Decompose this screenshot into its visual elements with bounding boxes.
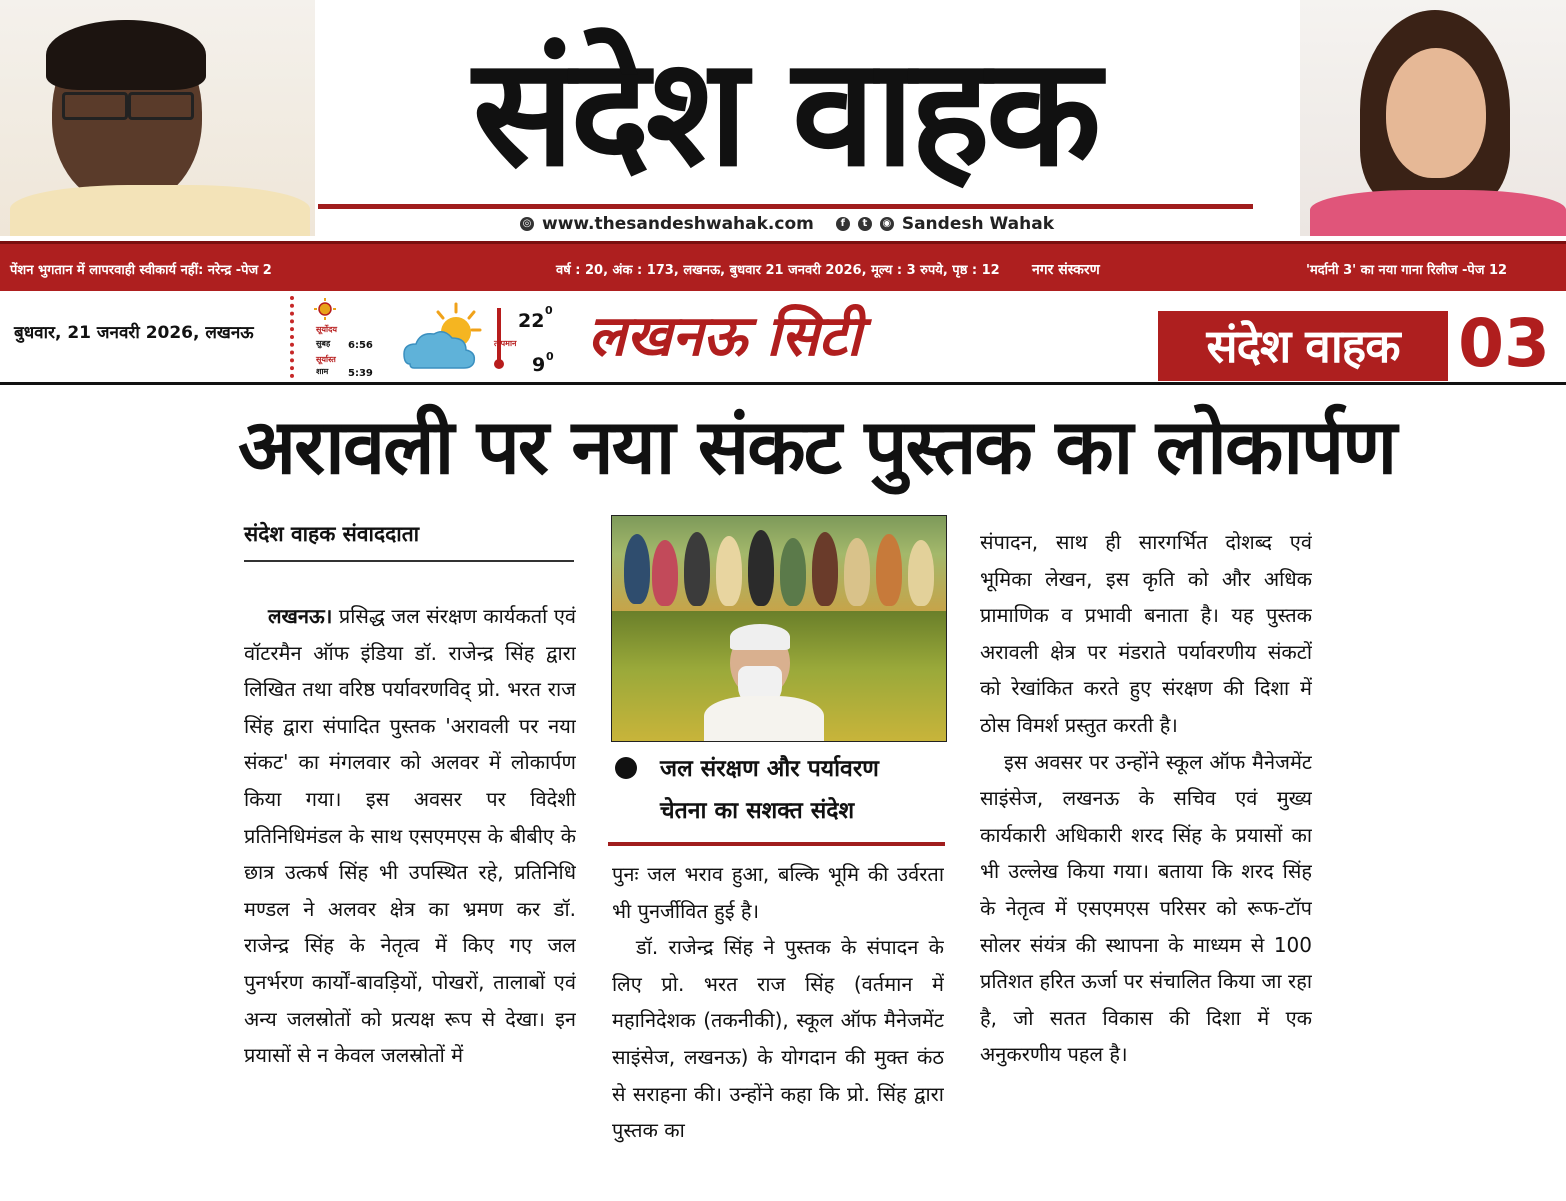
website-link[interactable]: www.thesandeshwahak.com xyxy=(542,214,814,234)
edition-label: नगर संस्करण xyxy=(1032,262,1100,278)
masthead-title: संदेश वाहक xyxy=(472,26,1098,200)
column-2-paragraph-2: डॉ. राजेन्द्र सिंह ने पुस्तक के संपादन के लिए प्रो. भरत राज सिंह (वर्तमान में महानिदेशक (तकनीकी), स्कूल ऑफ मैनेजमेंट साइंसेज, लखनऊ) के योगदान की मुक्त कंठ से सराहना की। उन्होंने कहा कि प्रो. सिंह द्वारा पुस्तक का xyxy=(612,935,944,1143)
section-title: लखनऊ सिटी xyxy=(588,304,862,369)
dotted-separator xyxy=(290,296,298,378)
sunset-time: 5:39 xyxy=(348,368,373,379)
strip-left-headline[interactable]: पेंशन भुगतान में लापरवाही स्वीकार्य नहीं: नरेन्द्र -पेज 2 xyxy=(10,263,272,278)
portrait-photo-left xyxy=(0,0,315,236)
article-column-3 xyxy=(980,524,1312,1194)
sunrise-sub: सुबह xyxy=(316,339,331,348)
byline: संदेश वाहक संवाददाता xyxy=(244,522,420,546)
masthead-web-line xyxy=(520,213,1080,235)
facebook-icon[interactable]: f xyxy=(836,217,850,231)
section-brand: संदेश वाहक xyxy=(1158,311,1448,381)
byline-rule xyxy=(244,560,574,562)
sunset-label: सूर्यास्त xyxy=(316,355,336,364)
social-handle: Sandesh Wahak xyxy=(901,214,1054,234)
dateline-place: लखनऊ। xyxy=(268,604,333,628)
column-2-paragraph-1: पुनः जल भराव हुआ, बल्कि भूमि की उर्वरता भी पुनर्जीवित हुई है। xyxy=(612,862,944,923)
temp-label: तापमान xyxy=(494,339,517,348)
photo-caption-line-1: जल संरक्षण और पर्यावरण xyxy=(660,756,879,782)
column-3-paragraph-2: इस अवसर पर उन्होंने स्कूल ऑफ मैनेजमेंट साइंसेज, लखनऊ के सचिव एवं मुख्य कार्यकारी अधिकारी शरद सिंह के प्रयासों का भी उल्लेख किया गया। बताया कि शरद सिंह के नेतृत्व में एसएमएस परिसर को रूफ-टॉप सोलर संयंत्र की स्थापना के माध्यम से 100 प्रतिशत हरित ऊर्जा पर संचालित किया जा रहा है, जो सतत विकास की दिशा में एक अनुकरणीय पहल है। xyxy=(980,749,1312,1067)
section-rule xyxy=(0,382,1566,385)
temp-min: 9 xyxy=(532,354,546,376)
page-number: 03 xyxy=(1458,305,1550,382)
sunset-sub: शाम xyxy=(316,367,329,376)
photo-caption xyxy=(660,748,940,832)
photo-group-scene xyxy=(612,516,946,611)
sunrise-label: सूर्योदय xyxy=(316,325,338,334)
column-1-paragraph xyxy=(244,598,576,1074)
sun-times xyxy=(302,298,372,380)
sunrise-time: 6:56 xyxy=(348,340,373,351)
weather-icon xyxy=(400,302,484,376)
column-3-paragraph-1: संपादन, साथ ही सारगर्भित दोशब्द एवं भूमिका लेखन, इस कृति को और अधिक प्रामाणिक व प्रभावी बनाता है। यह पुस्तक अरावली क्षेत्र पर मंडराते पर्यावरणीय संकटों को रेखांकित करते हुए संरक्षण की दिशा में ठोस विमर्श प्रस्तुत करती है। xyxy=(980,530,1312,737)
info-strip xyxy=(0,241,1566,291)
temp-max-degree: 0 xyxy=(545,304,553,317)
temp-max: 22 xyxy=(518,310,545,332)
temp-min-degree: 0 xyxy=(546,350,554,363)
caption-bullet-icon xyxy=(615,757,637,779)
issue-info: वर्ष : 20, अंक : 173, लखनऊ, बुधवार 21 जनवरी 2026, मूल्य : 3 रुपये, पृष्ठ : 12 xyxy=(556,263,1000,278)
article-headline: अरावली पर नया संकट पुस्तक का लोकार्पण xyxy=(238,402,1396,491)
instagram-icon[interactable]: ◉ xyxy=(880,217,894,231)
article-column-2 xyxy=(612,856,944,1196)
strip-right-headline[interactable]: 'मर्दानी 3' का नया गाना रिलीज -पेज 12 xyxy=(1306,263,1508,278)
globe-icon: ◎ xyxy=(520,217,534,231)
caption-rule xyxy=(608,842,945,846)
article-photo xyxy=(611,515,947,742)
twitter-icon[interactable]: t xyxy=(858,217,872,231)
sun-icon xyxy=(314,298,336,320)
article-column-1 xyxy=(244,598,576,1194)
photo-caption-line-2: चेतना का सशक्त संदेश xyxy=(660,798,855,824)
column-1-text: प्रसिद्ध जल संरक्षण कार्यकर्ता एवं वॉटरमैन ऑफ इंडिया डॉ. राजेन्द्र सिंह द्वारा लिखित तथा वरिष्ठ पर्यावरणविद् प्रो. भरत राज सिंह द्वारा संपादित पुस्तक 'अरावली पर नया संकट' का मंगलवार को अलवर में लोकार्पण किया गया। इस अवसर पर विदेशी प्रतिनिधिमंडल के साथ एसएमएस के बीबीए के छात्र उत्कर्ष सिंह भी उपस्थित रहे, प्रतिनिधि मण्डल ने अलवर क्षेत्र का भ्रमण कर डॉ. राजेन्द्र सिंह के नेतृत्व में किए गए जल पुनर्भरण कार्यों-बावड़ियों, पोखरों, तालाबों एवं अन्य जलस्रोतों को प्रत्यक्ष रूप से देखा। इन प्रयासों से न केवल जलस्रोतों में xyxy=(244,604,576,1068)
masthead-rule xyxy=(318,204,1253,209)
portrait-photo-right xyxy=(1300,0,1566,236)
dateline-date: बुधवार, 21 जनवरी 2026, लखनऊ xyxy=(14,323,254,343)
